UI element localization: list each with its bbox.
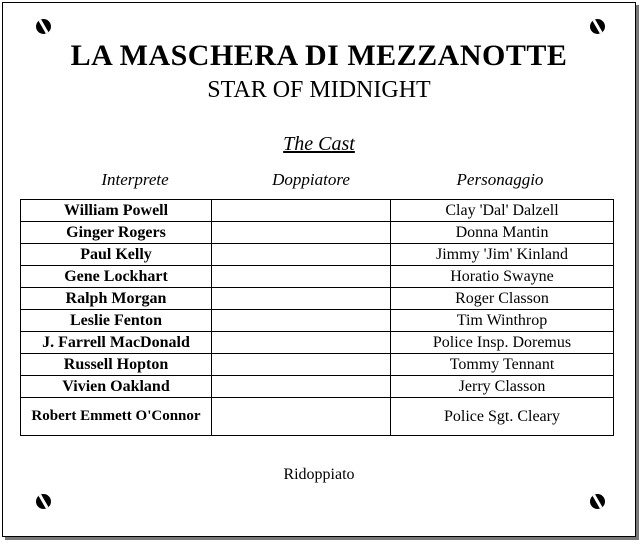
cell-actor: William Powell bbox=[21, 200, 212, 222]
screw-bottom-right-icon bbox=[590, 494, 605, 509]
cell-dubber bbox=[212, 376, 391, 398]
cell-dubber bbox=[212, 398, 391, 436]
table-row bbox=[21, 310, 614, 332]
table-row bbox=[21, 200, 614, 222]
cell-actor: Russell Hopton bbox=[21, 354, 212, 376]
cell-character: Tommy Tennant bbox=[391, 354, 614, 376]
table-row bbox=[21, 398, 614, 436]
screw-bottom-left-icon bbox=[36, 494, 51, 509]
cell-dubber bbox=[212, 332, 391, 354]
cell-actor: Robert Emmett O'Connor bbox=[21, 398, 212, 436]
cast-table bbox=[20, 199, 614, 436]
cell-character: Jerry Classon bbox=[391, 376, 614, 398]
screw-top-right-icon bbox=[590, 19, 605, 34]
cast-plaque bbox=[2, 2, 636, 537]
cell-actor: J. Farrell MacDonald bbox=[21, 332, 212, 354]
column-header-actor: Interprete bbox=[101, 170, 169, 189]
screw-top-left-icon bbox=[36, 19, 51, 34]
table-row bbox=[21, 332, 614, 354]
column-header-character: Personaggio bbox=[456, 170, 544, 189]
cell-actor: Gene Lockhart bbox=[21, 266, 212, 288]
cell-character: Police Insp. Doremus bbox=[391, 332, 614, 354]
cell-actor: Ralph Morgan bbox=[21, 288, 212, 310]
cell-dubber bbox=[212, 244, 391, 266]
cell-actor: Leslie Fenton bbox=[21, 310, 212, 332]
table-row bbox=[21, 376, 614, 398]
table-row bbox=[21, 354, 614, 376]
column-header-dubber: Doppiatore bbox=[272, 170, 350, 189]
cell-dubber bbox=[212, 310, 391, 332]
cell-dubber bbox=[212, 200, 391, 222]
cell-character: Clay 'Dal' Dalzell bbox=[391, 200, 614, 222]
cell-character: Tim Winthrop bbox=[391, 310, 614, 332]
plaque-subtitle: STAR OF MIDNIGHT bbox=[207, 77, 431, 103]
table-row bbox=[21, 244, 614, 266]
cell-actor: Vivien Oakland bbox=[21, 376, 212, 398]
cell-character: Horatio Swayne bbox=[391, 266, 614, 288]
table-row bbox=[21, 288, 614, 310]
table-row bbox=[21, 266, 614, 288]
cell-dubber bbox=[212, 266, 391, 288]
cell-actor: Ginger Rogers bbox=[21, 222, 212, 244]
plaque-title: LA MASCHERA DI MEZZANOTTE bbox=[70, 39, 568, 72]
cell-dubber bbox=[212, 222, 391, 244]
cell-dubber bbox=[212, 288, 391, 310]
cell-actor: Paul Kelly bbox=[21, 244, 212, 266]
cast-heading: The Cast bbox=[283, 133, 355, 155]
cell-dubber bbox=[212, 354, 391, 376]
table-row bbox=[21, 222, 614, 244]
cell-character: Donna Mantin bbox=[391, 222, 614, 244]
footer-note: Ridoppiato bbox=[283, 466, 355, 483]
cell-character: Police Sgt. Cleary bbox=[391, 398, 614, 436]
cell-character: Roger Classon bbox=[391, 288, 614, 310]
cell-character: Jimmy 'Jim' Kinland bbox=[391, 244, 614, 266]
